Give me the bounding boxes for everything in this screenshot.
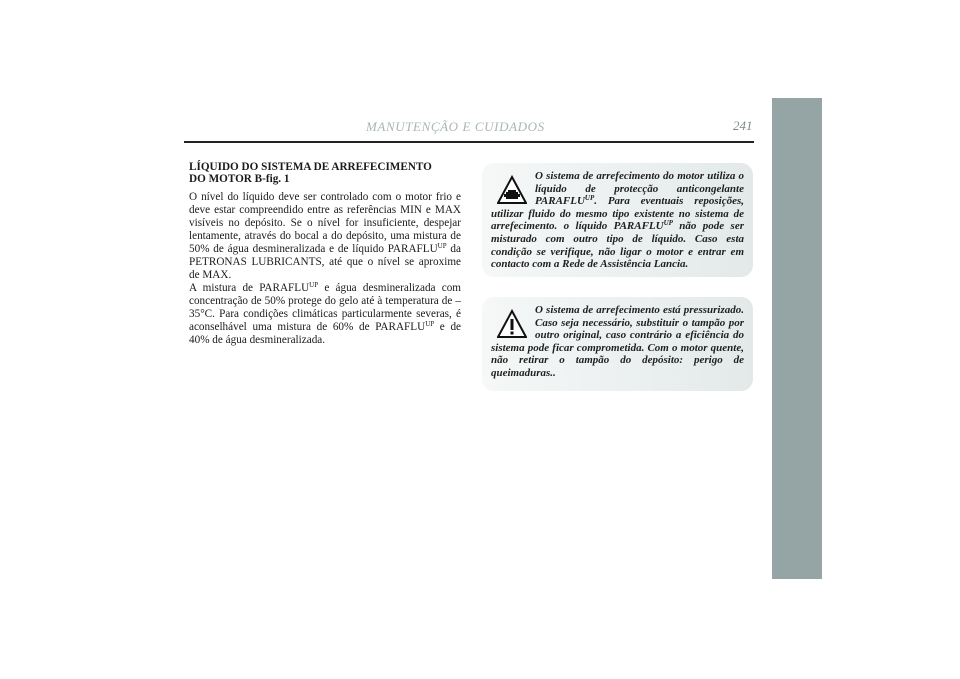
notice-text-part: O sistema de arrefecimento do motor utiliza o líquido de protecção anticongelante PARAFLU [535, 170, 744, 208]
paragraph-text: O nível do líquido deve ser controlado com o motor frio e deve estar compreendido entre as referências MIN e MAX visíveis no depósito. Se o nível for insuficiente, despejar lentamente, através do bocal a do depósito, uma mistura de 50% de água desmineralizada e de líquido PARAFLU [189, 191, 461, 255]
paragraph-text: e de 40% de água desmineralizada. [189, 321, 462, 346]
superscript: UP [437, 242, 447, 250]
superscript: UP [584, 194, 595, 203]
pressure-warning-box [482, 297, 753, 391]
paragraph-text: A mistura de PARAFLU [189, 282, 310, 294]
car-engine-warning-icon [497, 175, 527, 205]
superscript: UP [309, 281, 319, 289]
chapter-title: MANUTENÇÃO E CUIDADOS [366, 119, 545, 134]
paragraph-level-check [189, 191, 461, 282]
warning-text: O sistema de arrefecimento está pressurizado. Caso seja necessário, substituir o tampão por outro original, caso contrário a eficiência do sistema pode ficar comprometida. Com o motor quente, não retirar o tampão do depósito: perigo de queimaduras.. [491, 304, 744, 379]
section-heading-line-2: DO MOTOR B-fig. 1 [189, 173, 290, 185]
page-number: 241 [733, 118, 753, 133]
section-heading [189, 161, 461, 185]
notice-text [491, 170, 744, 271]
superscript: UP [425, 320, 435, 328]
notice-text-part: . Para eventuais reposições, utilizar fluido do mesmo tipo existente no sistema de arrefecimento. o líquido PARAFLU [491, 195, 744, 233]
coolant-notice-box [482, 163, 753, 277]
header-divider [184, 141, 754, 143]
main-text-column [189, 161, 461, 347]
notice-text-part: não pode ser misturado com outro tipo de líquido. Caso esta condição se verifique, não ligar o motor e entrar em contacto com a Rede de Assistência Lancia. [491, 220, 744, 271]
superscript: UP [663, 219, 673, 228]
paragraph-text: e água desmineralizada com concentração de 50% protege do gelo até à temperatura de –35°C. Para condições climáticas particularmente severas, é aconselhável uma mistura de 60% de PARAFLU [189, 282, 461, 333]
paragraph-mixture [189, 282, 461, 347]
chapter-side-tab [772, 98, 822, 579]
warning-triangle-icon [497, 309, 527, 339]
section-heading-line-1: LÍQUIDO DO SISTEMA DE ARREFECIMENTO [189, 161, 432, 173]
paragraph-text: da PETRONAS LUBRICANTS, até que o nível se aproxime de MAX. [189, 243, 461, 281]
